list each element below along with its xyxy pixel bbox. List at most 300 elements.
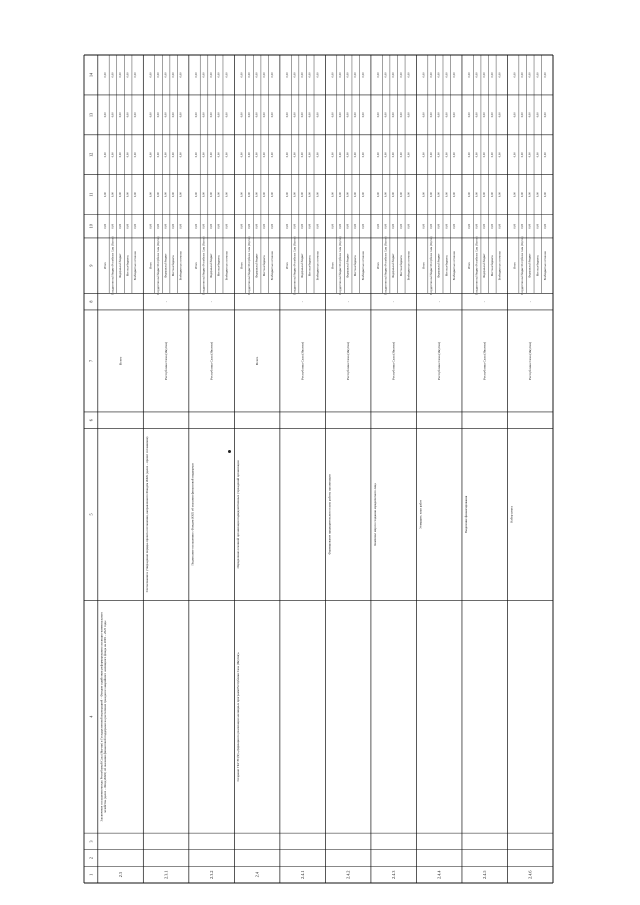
value-cell: 0,00	[339, 112, 343, 118]
value-cell: 0,00	[361, 192, 365, 198]
event-text: Комплекс мер по созданию юридического лица	[372, 483, 377, 546]
value-cell: 0,00	[179, 72, 183, 78]
value-cell: 0,00	[103, 152, 107, 158]
value-cell: 0,00	[521, 192, 525, 198]
value-cell: 0,00	[179, 112, 183, 118]
source-label: Государственный бюджет Республики Саха (Якутия)	[339, 236, 343, 295]
source-label: Местные бюджеты	[308, 255, 312, 277]
table-group	[84, 55, 553, 883]
value-cell: 0,00	[483, 72, 487, 78]
source-label: Итого	[285, 262, 289, 269]
value-cell: 0,00	[377, 152, 381, 158]
value-cell: 0,00	[384, 72, 388, 78]
source-label: Итого	[194, 262, 198, 269]
task-text: Создание ГКУ РС(Я) «Дирекция по реализации жилищных программ Республики Саха (Якутия)»	[236, 652, 241, 782]
source-label: Государственный бюджет Республики Саха (Якутия)	[475, 236, 479, 295]
value-cell: 0,00	[422, 192, 426, 198]
source-label: Итого	[103, 262, 107, 269]
value-cell: 0,00	[248, 72, 252, 78]
value-cell: 0,00	[445, 112, 449, 118]
value-cell: 0,00	[361, 152, 365, 158]
value-cell: 0,00	[240, 152, 244, 158]
value-cell: 0,00	[263, 112, 267, 118]
value-cell: 0,00	[210, 152, 214, 158]
value-cell: 0,00	[536, 192, 540, 198]
value-cell: 0,00	[384, 152, 388, 158]
value-cell: 0,00	[490, 223, 494, 229]
source-label: Федеральный бюджет	[528, 253, 532, 278]
value-cell: 0,00	[422, 72, 426, 78]
row-number: 2.4.4	[436, 870, 442, 879]
value-cell: 0,00	[384, 112, 388, 118]
value-cell: 0,00	[452, 72, 456, 78]
value-cell: 0,00	[248, 192, 252, 198]
value-cell: 0,00	[452, 152, 456, 158]
dash-mark: -	[300, 301, 305, 303]
value-cell: 0,00	[437, 152, 441, 158]
event-text: Выделение финансирования	[463, 495, 468, 534]
source-label: Государственный бюджет Республики Саха (Якутия)	[430, 236, 434, 295]
value-cell: 0,00	[217, 223, 221, 229]
value-cell: 0,00	[134, 72, 138, 78]
source-label: Государственный бюджет Республики Саха (Якутия)	[156, 236, 160, 295]
value-cell: 0,00	[225, 192, 229, 198]
value-cell: 0,00	[134, 192, 138, 198]
source-label: Внебюджетные источники	[407, 250, 411, 281]
value-cell: 0,00	[217, 112, 221, 118]
value-cell: 0,00	[255, 152, 259, 158]
value-cell: 0,00	[111, 192, 115, 198]
source-label: Федеральный бюджет	[483, 253, 487, 278]
value-cell: 0,00	[437, 192, 441, 198]
value-cell: 0,00	[475, 72, 479, 78]
value-cell: 0,00	[377, 223, 381, 229]
source-label: Внебюджетные источники	[543, 250, 547, 281]
value-cell: 0,00	[392, 152, 396, 158]
value-cell: 0,00	[377, 112, 381, 118]
value-cell: 0,00	[285, 152, 289, 158]
event-text: Набор штата	[509, 506, 514, 523]
value-cell: 0,00	[407, 192, 411, 198]
value-cell: 0,00	[210, 72, 214, 78]
value-cell: 0,00	[134, 223, 138, 229]
value-cell: 0,00	[179, 192, 183, 198]
value-cell: 0,00	[194, 112, 198, 118]
value-cell: 0,00	[543, 72, 547, 78]
source-label: Федеральный бюджет	[119, 253, 123, 278]
value-cell: 0,00	[399, 72, 403, 78]
value-cell: 0,00	[293, 112, 297, 118]
value-cell: 0,00	[301, 112, 305, 118]
value-cell: 0,00	[498, 192, 502, 198]
value-cell: 0,00	[293, 192, 297, 198]
value-cell: 0,00	[134, 152, 138, 158]
event-text: Подписание соглашения с Фондом ЖКХ об оказании финансовой поддержки	[190, 463, 195, 566]
value-cell: 0,00	[361, 223, 365, 229]
value-cell: 0,00	[528, 223, 532, 229]
value-cell: 0,00	[149, 192, 153, 198]
value-cell: 0,00	[331, 192, 335, 198]
source-label: Местные бюджеты	[490, 255, 494, 277]
value-cell: 0,00	[111, 223, 115, 229]
source-label: Государственный бюджет Республики Саха (Якутия)	[111, 236, 115, 295]
value-cell: 0,00	[126, 72, 130, 78]
value-cell: 0,00	[293, 72, 297, 78]
value-cell: 0,00	[384, 223, 388, 229]
source-label: Местные бюджеты	[172, 255, 176, 277]
value-cell: 0,00	[399, 192, 403, 198]
value-cell: 0,00	[430, 192, 434, 198]
executor-text: Всего	[255, 356, 260, 366]
value-cell: 0,00	[164, 72, 168, 78]
value-cell: 0,00	[217, 152, 221, 158]
value-cell: 0,00	[346, 112, 350, 118]
value-cell: 0,00	[331, 112, 335, 118]
value-cell: 0,00	[225, 152, 229, 158]
value-cell: 0,00	[392, 192, 396, 198]
value-cell: 0,00	[452, 112, 456, 118]
source-label: Федеральный бюджет	[301, 253, 305, 278]
value-cell: 0,00	[475, 152, 479, 158]
column-number: 4	[88, 715, 94, 718]
row-number: 2.3.1	[163, 870, 169, 879]
value-cell: 0,00	[316, 192, 320, 198]
source-label: Местные бюджеты	[354, 255, 358, 277]
value-cell: 0,00	[528, 72, 532, 78]
value-cell: 0,00	[301, 192, 305, 198]
value-cell: 0,00	[354, 112, 358, 118]
source-label: Государственный бюджет Республики Саха (Якутия)	[293, 236, 297, 295]
value-cell: 0,00	[430, 152, 434, 158]
value-cell: 0,00	[361, 72, 365, 78]
source-label: Государственный бюджет Республики Саха (Якутия)	[384, 236, 388, 295]
value-cell: 0,00	[156, 72, 160, 78]
value-cell: 0,00	[210, 192, 214, 198]
value-cell: 0,00	[103, 223, 107, 229]
value-cell: 0,00	[543, 152, 547, 158]
value-cell: 0,00	[194, 192, 198, 198]
column-number: 1	[88, 873, 94, 876]
value-cell: 0,00	[225, 223, 229, 229]
value-cell: 0,00	[285, 223, 289, 229]
value-cell: 0,00	[270, 152, 274, 158]
value-cell: 0,00	[126, 192, 130, 198]
value-cell: 0,00	[293, 223, 297, 229]
value-cell: 0,00	[285, 72, 289, 78]
value-cell: 0,00	[445, 152, 449, 158]
value-cell: 0,00	[225, 112, 229, 118]
executor-text: Всего	[118, 356, 123, 366]
value-cell: 0,00	[437, 72, 441, 78]
source-label: Государственный бюджет Республики Саха (Якутия)	[521, 236, 525, 295]
source-label: Местные бюджеты	[399, 255, 403, 277]
value-cell: 0,00	[521, 112, 525, 118]
value-cell: 0,00	[119, 112, 123, 118]
source-label: Местные бюджеты	[263, 255, 267, 277]
row-number: 2.3	[118, 872, 124, 878]
value-cell: 0,00	[536, 72, 540, 78]
value-cell: 0,00	[543, 112, 547, 118]
value-cell: 0,00	[543, 223, 547, 229]
value-cell: 0,00	[301, 223, 305, 229]
source-label: Федеральный бюджет	[164, 253, 168, 278]
value-cell: 0,00	[308, 72, 312, 78]
value-cell: 0,00	[513, 112, 517, 118]
value-cell: 0,00	[399, 112, 403, 118]
source-label: Внебюджетные источники	[134, 250, 138, 281]
dash-mark: -	[528, 301, 533, 303]
executor-text: Республика Саха (Якутия)	[209, 341, 214, 380]
value-cell: 0,00	[521, 223, 525, 229]
value-cell: 0,00	[475, 223, 479, 229]
row-number: 2.4	[254, 872, 260, 878]
value-cell: 0,00	[103, 112, 107, 118]
value-cell: 0,00	[339, 223, 343, 229]
value-cell: 0,00	[513, 192, 517, 198]
source-label: Итого	[513, 262, 517, 269]
value-cell: 0,00	[392, 112, 396, 118]
value-cell: 0,00	[285, 192, 289, 198]
value-cell: 0,00	[475, 192, 479, 198]
value-cell: 0,00	[217, 192, 221, 198]
source-label: Итого	[377, 262, 381, 269]
value-cell: 0,00	[354, 192, 358, 198]
event-text: Формирование предварительного плана работы организации	[327, 474, 332, 555]
value-cell: 0,00	[240, 72, 244, 78]
value-cell: 0,00	[164, 192, 168, 198]
value-cell: 0,00	[119, 192, 123, 198]
executor-text: Республика Саха (Якутия)	[391, 341, 396, 380]
value-cell: 0,00	[202, 112, 206, 118]
value-cell: 0,00	[430, 112, 434, 118]
value-cell: 0,00	[490, 112, 494, 118]
source-label: Местные бюджеты	[445, 255, 449, 277]
value-cell: 0,00	[172, 112, 176, 118]
row-number: 2.4.6	[527, 870, 533, 879]
executor-text: Республика Саха (Якутия)	[528, 341, 533, 380]
source-label: Внебюджетные источники	[452, 250, 456, 281]
value-cell: 0,00	[346, 192, 350, 198]
value-cell: 0,00	[339, 152, 343, 158]
value-cell: 0,00	[490, 72, 494, 78]
value-cell: 0,00	[202, 192, 206, 198]
value-cell: 0,00	[407, 72, 411, 78]
value-cell: 0,00	[445, 223, 449, 229]
value-cell: 0,00	[156, 192, 160, 198]
value-cell: 0,00	[536, 223, 540, 229]
column-number: 3	[88, 840, 94, 843]
value-cell: 0,00	[248, 112, 252, 118]
value-cell: 0,00	[521, 72, 525, 78]
value-cell: 0,00	[210, 112, 214, 118]
value-cell: 0,00	[308, 112, 312, 118]
column-number: 7	[88, 359, 94, 362]
value-cell: 0,00	[156, 112, 160, 118]
value-cell: 0,00	[361, 112, 365, 118]
value-cell: 0,00	[263, 192, 267, 198]
executor-text: Республика Саха (Якутия)	[300, 341, 305, 380]
column-number: 12	[88, 152, 94, 157]
value-cell: 0,00	[346, 152, 350, 158]
value-cell: 0,00	[513, 72, 517, 78]
source-label: Внебюджетные источники	[270, 250, 274, 281]
event-text: Согласование и утверждение порядка проекта соглашения, направленного Фондом ЖКХ (далее – проект соглашения)	[145, 436, 150, 593]
value-cell: 0,00	[354, 152, 358, 158]
value-cell: 0,00	[422, 152, 426, 158]
value-cell: 0,00	[172, 152, 176, 158]
value-cell: 0,00	[498, 223, 502, 229]
value-cell: 0,00	[468, 192, 472, 198]
value-cell: 0,00	[263, 72, 267, 78]
value-cell: 0,00	[293, 152, 297, 158]
value-cell: 0,00	[194, 72, 198, 78]
value-cell: 0,00	[468, 223, 472, 229]
value-cell: 0,00	[445, 192, 449, 198]
value-cell: 0,00	[255, 72, 259, 78]
value-cell: 0,00	[119, 152, 123, 158]
value-cell: 0,00	[407, 223, 411, 229]
value-cell: 0,00	[308, 192, 312, 198]
value-cell: 0,00	[263, 223, 267, 229]
value-cell: 0,00	[422, 112, 426, 118]
value-cell: 0,00	[346, 223, 350, 229]
source-label: Внебюджетные источники	[225, 250, 229, 281]
value-cell: 0,00	[536, 152, 540, 158]
value-cell: 0,00	[430, 72, 434, 78]
value-cell: 0,00	[316, 72, 320, 78]
value-cell: 0,00	[346, 72, 350, 78]
value-cell: 0,00	[339, 72, 343, 78]
value-cell: 0,00	[134, 112, 138, 118]
value-cell: 0,00	[270, 72, 274, 78]
value-cell: 0,00	[248, 152, 252, 158]
value-cell: 0,00	[240, 112, 244, 118]
column-number: 8	[88, 300, 94, 303]
source-label: Государственный бюджет Республики Саха (Якутия)	[248, 236, 252, 295]
value-cell: 0,00	[308, 152, 312, 158]
row-number: 2.4.2	[345, 870, 351, 879]
value-cell: 0,00	[210, 223, 214, 229]
value-cell: 0,00	[149, 112, 153, 118]
source-label: Внебюджетные источники	[498, 250, 502, 281]
value-cell: 0,00	[126, 112, 130, 118]
value-cell: 0,00	[331, 72, 335, 78]
value-cell: 0,00	[240, 192, 244, 198]
source-label: Итого	[468, 262, 472, 269]
value-cell: 0,00	[331, 223, 335, 229]
value-cell: 0,00	[103, 72, 107, 78]
value-cell: 0,00	[308, 223, 312, 229]
executor-text: Республика Саха (Якутия)	[164, 341, 169, 380]
value-cell: 0,00	[164, 112, 168, 118]
value-cell: 0,00	[468, 112, 472, 118]
row-number: 2.4.3	[391, 870, 397, 879]
value-cell: 0,00	[498, 72, 502, 78]
value-cell: 0,00	[339, 192, 343, 198]
source-label: Внебюджетные источники	[361, 250, 365, 281]
value-cell: 0,00	[156, 223, 160, 229]
value-cell: 0,00	[194, 152, 198, 158]
value-cell: 0,00	[255, 112, 259, 118]
executor-text: Республика Саха (Якутия)	[346, 341, 351, 380]
source-label: Федеральный бюджет	[437, 253, 441, 278]
value-cell: 0,00	[301, 152, 305, 158]
value-cell: 0,00	[528, 112, 532, 118]
executor-text: Республика Саха (Якутия)	[482, 341, 487, 380]
value-cell: 0,00	[240, 223, 244, 229]
value-cell: 0,00	[172, 192, 176, 198]
source-label: Итого	[422, 262, 426, 269]
value-cell: 0,00	[483, 112, 487, 118]
value-cell: 0,00	[354, 223, 358, 229]
dash-mark: -	[164, 301, 169, 303]
value-cell: 0,00	[543, 192, 547, 198]
source-label: Местные бюджеты	[536, 255, 540, 277]
value-cell: 0,00	[528, 152, 532, 158]
source-label: Федеральный бюджет	[346, 253, 350, 278]
value-cell: 0,00	[285, 112, 289, 118]
value-cell: 0,00	[202, 223, 206, 229]
value-cell: 0,00	[149, 152, 153, 158]
value-cell: 0,00	[255, 192, 259, 198]
value-cell: 0,00	[119, 223, 123, 229]
value-cell: 0,00	[430, 223, 434, 229]
column-number: 10	[88, 224, 94, 229]
value-cell: 0,00	[263, 152, 267, 158]
value-cell: 0,00	[498, 152, 502, 158]
value-cell: 0,00	[399, 223, 403, 229]
value-cell: 0,00	[528, 192, 532, 198]
value-cell: 0,00	[475, 112, 479, 118]
value-cell: 0,00	[179, 223, 183, 229]
dash-mark: -	[209, 301, 214, 303]
value-cell: 0,00	[483, 192, 487, 198]
value-cell: 0,00	[270, 112, 274, 118]
column-number: 2	[88, 857, 94, 860]
source-label: Итого	[149, 262, 153, 269]
value-cell: 0,00	[316, 223, 320, 229]
value-cell: 0,00	[452, 192, 456, 198]
source-label: Итого	[240, 262, 244, 269]
column-number: 5	[88, 513, 94, 516]
value-cell: 0,00	[445, 72, 449, 78]
value-cell: 0,00	[202, 72, 206, 78]
value-cell: 0,00	[111, 112, 115, 118]
value-cell: 0,00	[111, 72, 115, 78]
value-cell: 0,00	[149, 223, 153, 229]
value-cell: 0,00	[483, 152, 487, 158]
value-cell: 0,00	[126, 152, 130, 158]
executor-text: Республика Саха (Якутия)	[437, 341, 442, 380]
dash-mark: -	[437, 301, 442, 303]
value-cell: 0,00	[331, 152, 335, 158]
source-label: Местные бюджеты	[126, 255, 130, 277]
value-cell: 0,00	[437, 223, 441, 229]
value-cell: 0,00	[111, 152, 115, 158]
value-cell: 0,00	[521, 152, 525, 158]
value-cell: 0,00	[513, 223, 517, 229]
value-cell: 0,00	[316, 152, 320, 158]
row-number: 2.3.2	[209, 870, 215, 879]
source-label: Государственный бюджет Республики Саха (Якутия)	[202, 236, 206, 295]
value-cell: 0,00	[172, 72, 176, 78]
column-number: 11	[88, 192, 94, 197]
value-cell: 0,00	[103, 192, 107, 198]
value-cell: 0,00	[149, 72, 153, 78]
source-label: Внебюджетные источники	[316, 250, 320, 281]
value-cell: 0,00	[407, 112, 411, 118]
value-cell: 0,00	[156, 152, 160, 158]
